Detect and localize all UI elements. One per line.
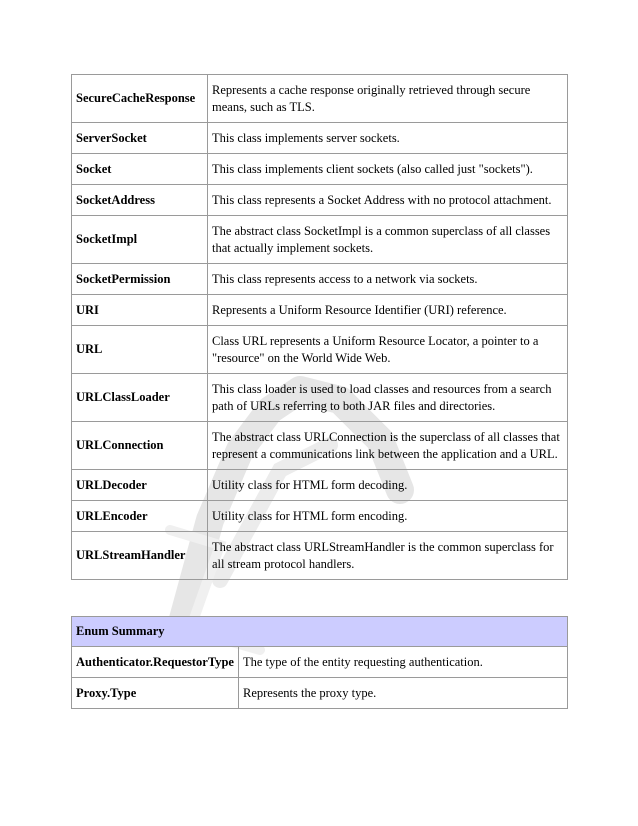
class-description-cell: Represents a Uniform Resource Identifier (URI) reference.	[208, 295, 568, 326]
table-row	[72, 647, 568, 678]
class-description-cell: Represents a cache response originally retrieved through secure means, such as TLS.	[208, 75, 568, 123]
class-name-cell: URLDecoder	[72, 470, 208, 501]
class-description-cell: The abstract class URLStreamHandler is the common superclass for all stream protocol handlers.	[208, 532, 568, 580]
class-name-cell: ServerSocket	[72, 123, 208, 154]
class-name-cell: Socket	[72, 154, 208, 185]
class-name-cell: URL	[72, 326, 208, 374]
class-name-cell: SocketPermission	[72, 264, 208, 295]
table-row	[72, 185, 568, 216]
class-summary-body	[72, 75, 568, 580]
class-description-cell: This class loader is used to load classes and resources from a search path of URLs referring to both JAR files and directories.	[208, 374, 568, 422]
table-row	[72, 264, 568, 295]
table-row	[72, 422, 568, 470]
table-row	[72, 374, 568, 422]
class-description-cell: Class URL represents a Uniform Resource Locator, a pointer to a "resource" on the World Wide Web.	[208, 326, 568, 374]
class-description-cell: This class represents a Socket Address with no protocol attachment.	[208, 185, 568, 216]
class-description-cell: This class implements server sockets.	[208, 123, 568, 154]
table-row	[72, 678, 568, 709]
table-row	[72, 501, 568, 532]
class-name-cell: URI	[72, 295, 208, 326]
table-row	[72, 326, 568, 374]
class-description-cell: The abstract class URLConnection is the superclass of all classes that represent a communications link between the application and a URL.	[208, 422, 568, 470]
class-summary-table	[71, 74, 568, 580]
class-description-cell: This class implements client sockets (also called just "sockets").	[208, 154, 568, 185]
class-name-cell: URLStreamHandler	[72, 532, 208, 580]
enum-summary-heading: Enum Summary	[72, 617, 568, 647]
table-row	[72, 216, 568, 264]
enum-name-cell: Proxy.Type	[72, 678, 239, 709]
class-name-cell: URLEncoder	[72, 501, 208, 532]
enum-summary-table	[71, 616, 568, 709]
enum-name-cell: Authenticator.RequestorType	[72, 647, 239, 678]
class-name-cell: SocketAddress	[72, 185, 208, 216]
class-description-cell: The abstract class SocketImpl is a common superclass of all classes that actually implement sockets.	[208, 216, 568, 264]
class-description-cell: Utility class for HTML form decoding.	[208, 470, 568, 501]
class-description-cell: Utility class for HTML form encoding.	[208, 501, 568, 532]
table-row	[72, 295, 568, 326]
table-row	[72, 470, 568, 501]
class-description-cell: This class represents access to a network via sockets.	[208, 264, 568, 295]
enum-summary-header-row	[72, 617, 568, 647]
class-name-cell: SecureCacheResponse	[72, 75, 208, 123]
class-name-cell: SocketImpl	[72, 216, 208, 264]
table-row	[72, 75, 568, 123]
enum-description-cell: The type of the entity requesting authentication.	[239, 647, 568, 678]
enum-summary-body	[72, 617, 568, 709]
table-row	[72, 123, 568, 154]
enum-description-cell: Represents the proxy type.	[239, 678, 568, 709]
table-row	[72, 532, 568, 580]
table-row	[72, 154, 568, 185]
class-name-cell: URLConnection	[72, 422, 208, 470]
class-name-cell: URLClassLoader	[72, 374, 208, 422]
